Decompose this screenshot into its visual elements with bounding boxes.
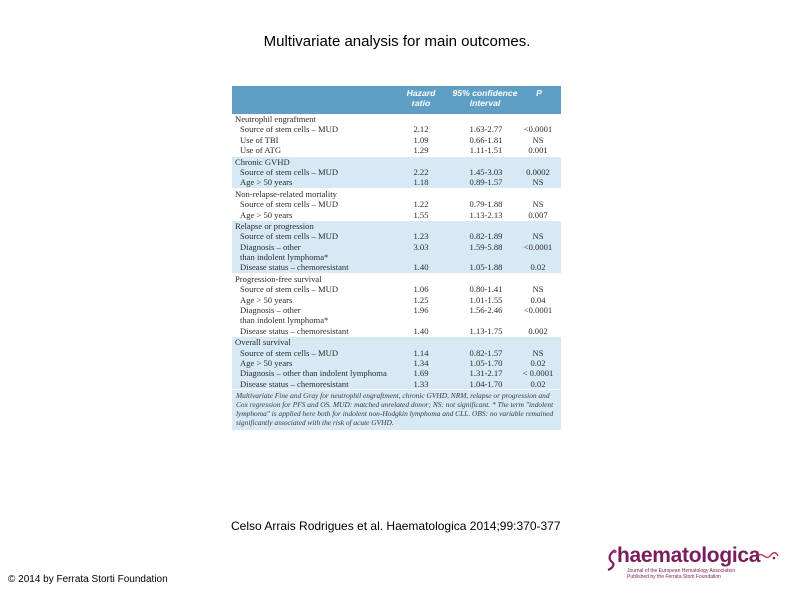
row-p-value: <0.0001	[523, 124, 553, 135]
row-label: than indolent lymphoma*	[240, 252, 329, 263]
row-hazard-ratio: 1.34	[413, 357, 429, 368]
row-label: Disease status – chemoresistant	[240, 262, 349, 273]
table-row	[232, 231, 561, 241]
row-p-value: 0.002	[528, 325, 548, 336]
logo-tagline	[627, 569, 735, 580]
copyright: © 2014 by Ferrata Storti Foundation	[8, 574, 168, 585]
row-hazard-ratio: 1.09	[413, 134, 429, 145]
table-row	[232, 284, 561, 294]
row-p-value: NS	[532, 284, 544, 295]
row-label: Age > 50 years	[240, 177, 293, 188]
row-confidence-interval: 1.13-1.75	[469, 325, 503, 336]
table-row	[232, 145, 561, 155]
row-label: Use of TBI	[240, 134, 279, 145]
table-header	[232, 86, 561, 114]
table-row	[232, 177, 561, 187]
row-label: Diagnosis – other	[240, 241, 301, 252]
row-p-value: NS	[532, 177, 544, 188]
row-label: Use of ATG	[240, 145, 282, 156]
row-hazard-ratio: 1.40	[413, 325, 429, 336]
table-section	[232, 337, 561, 390]
row-hazard-ratio: 1.25	[413, 294, 429, 305]
row-hazard-ratio: 1.29	[413, 145, 429, 156]
row-p-value: 0.02	[530, 262, 546, 273]
row-hazard-ratio: 1.14	[413, 347, 429, 358]
row-p-value: < 0.0001	[522, 368, 554, 379]
table-row	[232, 315, 561, 325]
row-confidence-interval: 1.05-1.70	[469, 357, 503, 368]
table-row	[232, 199, 561, 209]
row-p-value: 0.001	[528, 145, 548, 156]
table-row	[232, 252, 561, 262]
row-label: than indolent lymphoma*	[240, 315, 329, 326]
header-hazard-ratio: Hazard ratio	[406, 88, 436, 108]
row-label: Diagnosis – other than indolent lymphoma	[240, 368, 387, 379]
row-label: Age > 50 years	[240, 357, 293, 368]
logo-tagline-2: Published by the Ferrata Storti Foundation	[627, 573, 721, 580]
row-p-value: NS	[532, 134, 544, 145]
row-confidence-interval: 1.45-3.03	[469, 166, 503, 177]
row-confidence-interval: 0.80-1.41	[469, 284, 503, 295]
haematologica-logo	[605, 544, 780, 578]
row-p-value: NS	[532, 199, 544, 210]
row-label: Source of stem cells – MUD	[240, 199, 339, 210]
table-section	[232, 274, 561, 337]
row-p-value: 0.0002	[526, 166, 550, 177]
row-label: Diagnosis – other	[240, 305, 301, 316]
table-row	[232, 379, 561, 389]
row-p-value: 0.02	[530, 357, 546, 368]
row-confidence-interval: 0.66-1.81	[469, 134, 503, 145]
row-confidence-interval: 1.04-1.70	[469, 378, 503, 389]
table-section	[232, 114, 561, 157]
table-body	[232, 114, 561, 390]
row-label: Source of stem cells – MUD	[240, 231, 339, 242]
row-confidence-interval: 0.89-1.57	[469, 177, 503, 188]
slide-title: Multivariate analysis for main outcomes.	[263, 33, 531, 50]
row-p-value: 0.04	[530, 294, 546, 305]
header-confidence-interval: 95% confidence interval	[452, 88, 518, 108]
row-confidence-interval: 1.05-1.88	[469, 262, 503, 273]
section-title: Neutrophil engraftment	[235, 114, 316, 124]
header-p-value: P	[536, 88, 542, 98]
section-title: Chronic GVHD	[235, 156, 290, 167]
section-title: Non-relapse-related mortality	[235, 188, 337, 199]
row-label: Source of stem cells – MUD	[240, 347, 339, 358]
logo-tagline-1: Journal of the European Hematology Association	[627, 568, 736, 574]
section-title: Progression-free survival	[235, 273, 322, 284]
row-p-value: 0.02	[530, 378, 546, 389]
table-row	[232, 135, 561, 145]
row-p-value: NS	[532, 231, 544, 242]
row-p-value: NS	[532, 347, 544, 358]
row-hazard-ratio: 1.96	[413, 305, 429, 316]
row-hazard-ratio: 1.69	[413, 368, 429, 379]
row-label: Disease status – chemoresistant	[240, 325, 349, 336]
row-confidence-interval: 0.82-1.57	[469, 347, 503, 358]
logo-flourish-icon	[757, 550, 779, 562]
table-row	[232, 358, 561, 368]
table-footnote: Multivariate Fine and Gray for neutrophil engraftment, chronic GVHD, NRM, relapse or progression and Cox regression for PFS and OS. MUD: matched unrelated donor; NS: not significant. * The term "indolent lymphoma" is applied here both for indolent non-Hodgkin lymphoma and CLL. OBS: no variable remained significantly associated with the risk of acute GVHD.	[232, 390, 561, 430]
table-row	[232, 242, 561, 252]
section-title: Overall survival	[235, 337, 291, 348]
table-row	[232, 167, 561, 177]
row-label: Age > 50 years	[240, 294, 293, 305]
row-hazard-ratio: 2.12	[413, 124, 429, 135]
row-confidence-interval: 1.31-2.17	[469, 368, 503, 379]
table-section	[232, 221, 561, 274]
row-hazard-ratio: 1.18	[413, 177, 429, 188]
row-confidence-interval: 0.82-1.89	[469, 231, 503, 242]
row-hazard-ratio: 1.06	[413, 284, 429, 295]
row-confidence-interval: 1.63-2.77	[469, 124, 503, 135]
row-p-value: 0.007	[528, 209, 548, 220]
row-hazard-ratio: 1.22	[413, 199, 429, 210]
row-confidence-interval: 1.13-2.13	[469, 209, 503, 220]
row-p-value: <0.0001	[523, 241, 553, 252]
citation: Celso Arrais Rodrigues et al. Haematologica 2014;99:370-377	[231, 519, 561, 533]
row-label: Source of stem cells – MUD	[240, 124, 339, 135]
logo-wordmark: haematologica	[617, 544, 761, 567]
row-confidence-interval: 1.01-1.55	[469, 294, 503, 305]
table-row	[232, 295, 561, 305]
row-label: Age > 50 years	[240, 209, 293, 220]
table-row	[232, 348, 561, 358]
row-hazard-ratio: 1.40	[413, 262, 429, 273]
row-confidence-interval: 1.11-1.51	[469, 145, 503, 156]
table-row	[232, 262, 561, 272]
table-row	[232, 210, 561, 220]
row-hazard-ratio: 1.55	[413, 209, 429, 220]
table-section	[232, 189, 561, 221]
row-label: Source of stem cells – MUD	[240, 166, 339, 177]
row-hazard-ratio: 1.23	[413, 231, 429, 242]
row-hazard-ratio: 1.33	[413, 378, 429, 389]
table-section	[232, 157, 561, 189]
row-p-value: <0.0001	[523, 305, 553, 316]
table-row	[232, 305, 561, 315]
row-label: Source of stem cells – MUD	[240, 284, 339, 295]
row-hazard-ratio: 3.03	[413, 241, 429, 252]
row-hazard-ratio: 2.22	[413, 166, 429, 177]
results-table	[232, 86, 561, 488]
row-confidence-interval: 0.79-1.88	[469, 199, 503, 210]
table-row	[232, 368, 561, 378]
section-title: Relapse or progression	[235, 220, 314, 231]
row-confidence-interval: 1.56-2.46	[469, 305, 503, 316]
row-label: Disease status – chemoresistant	[240, 378, 349, 389]
table-row	[232, 326, 561, 336]
table-row	[232, 124, 561, 134]
row-confidence-interval: 1.59-5.88	[469, 241, 503, 252]
